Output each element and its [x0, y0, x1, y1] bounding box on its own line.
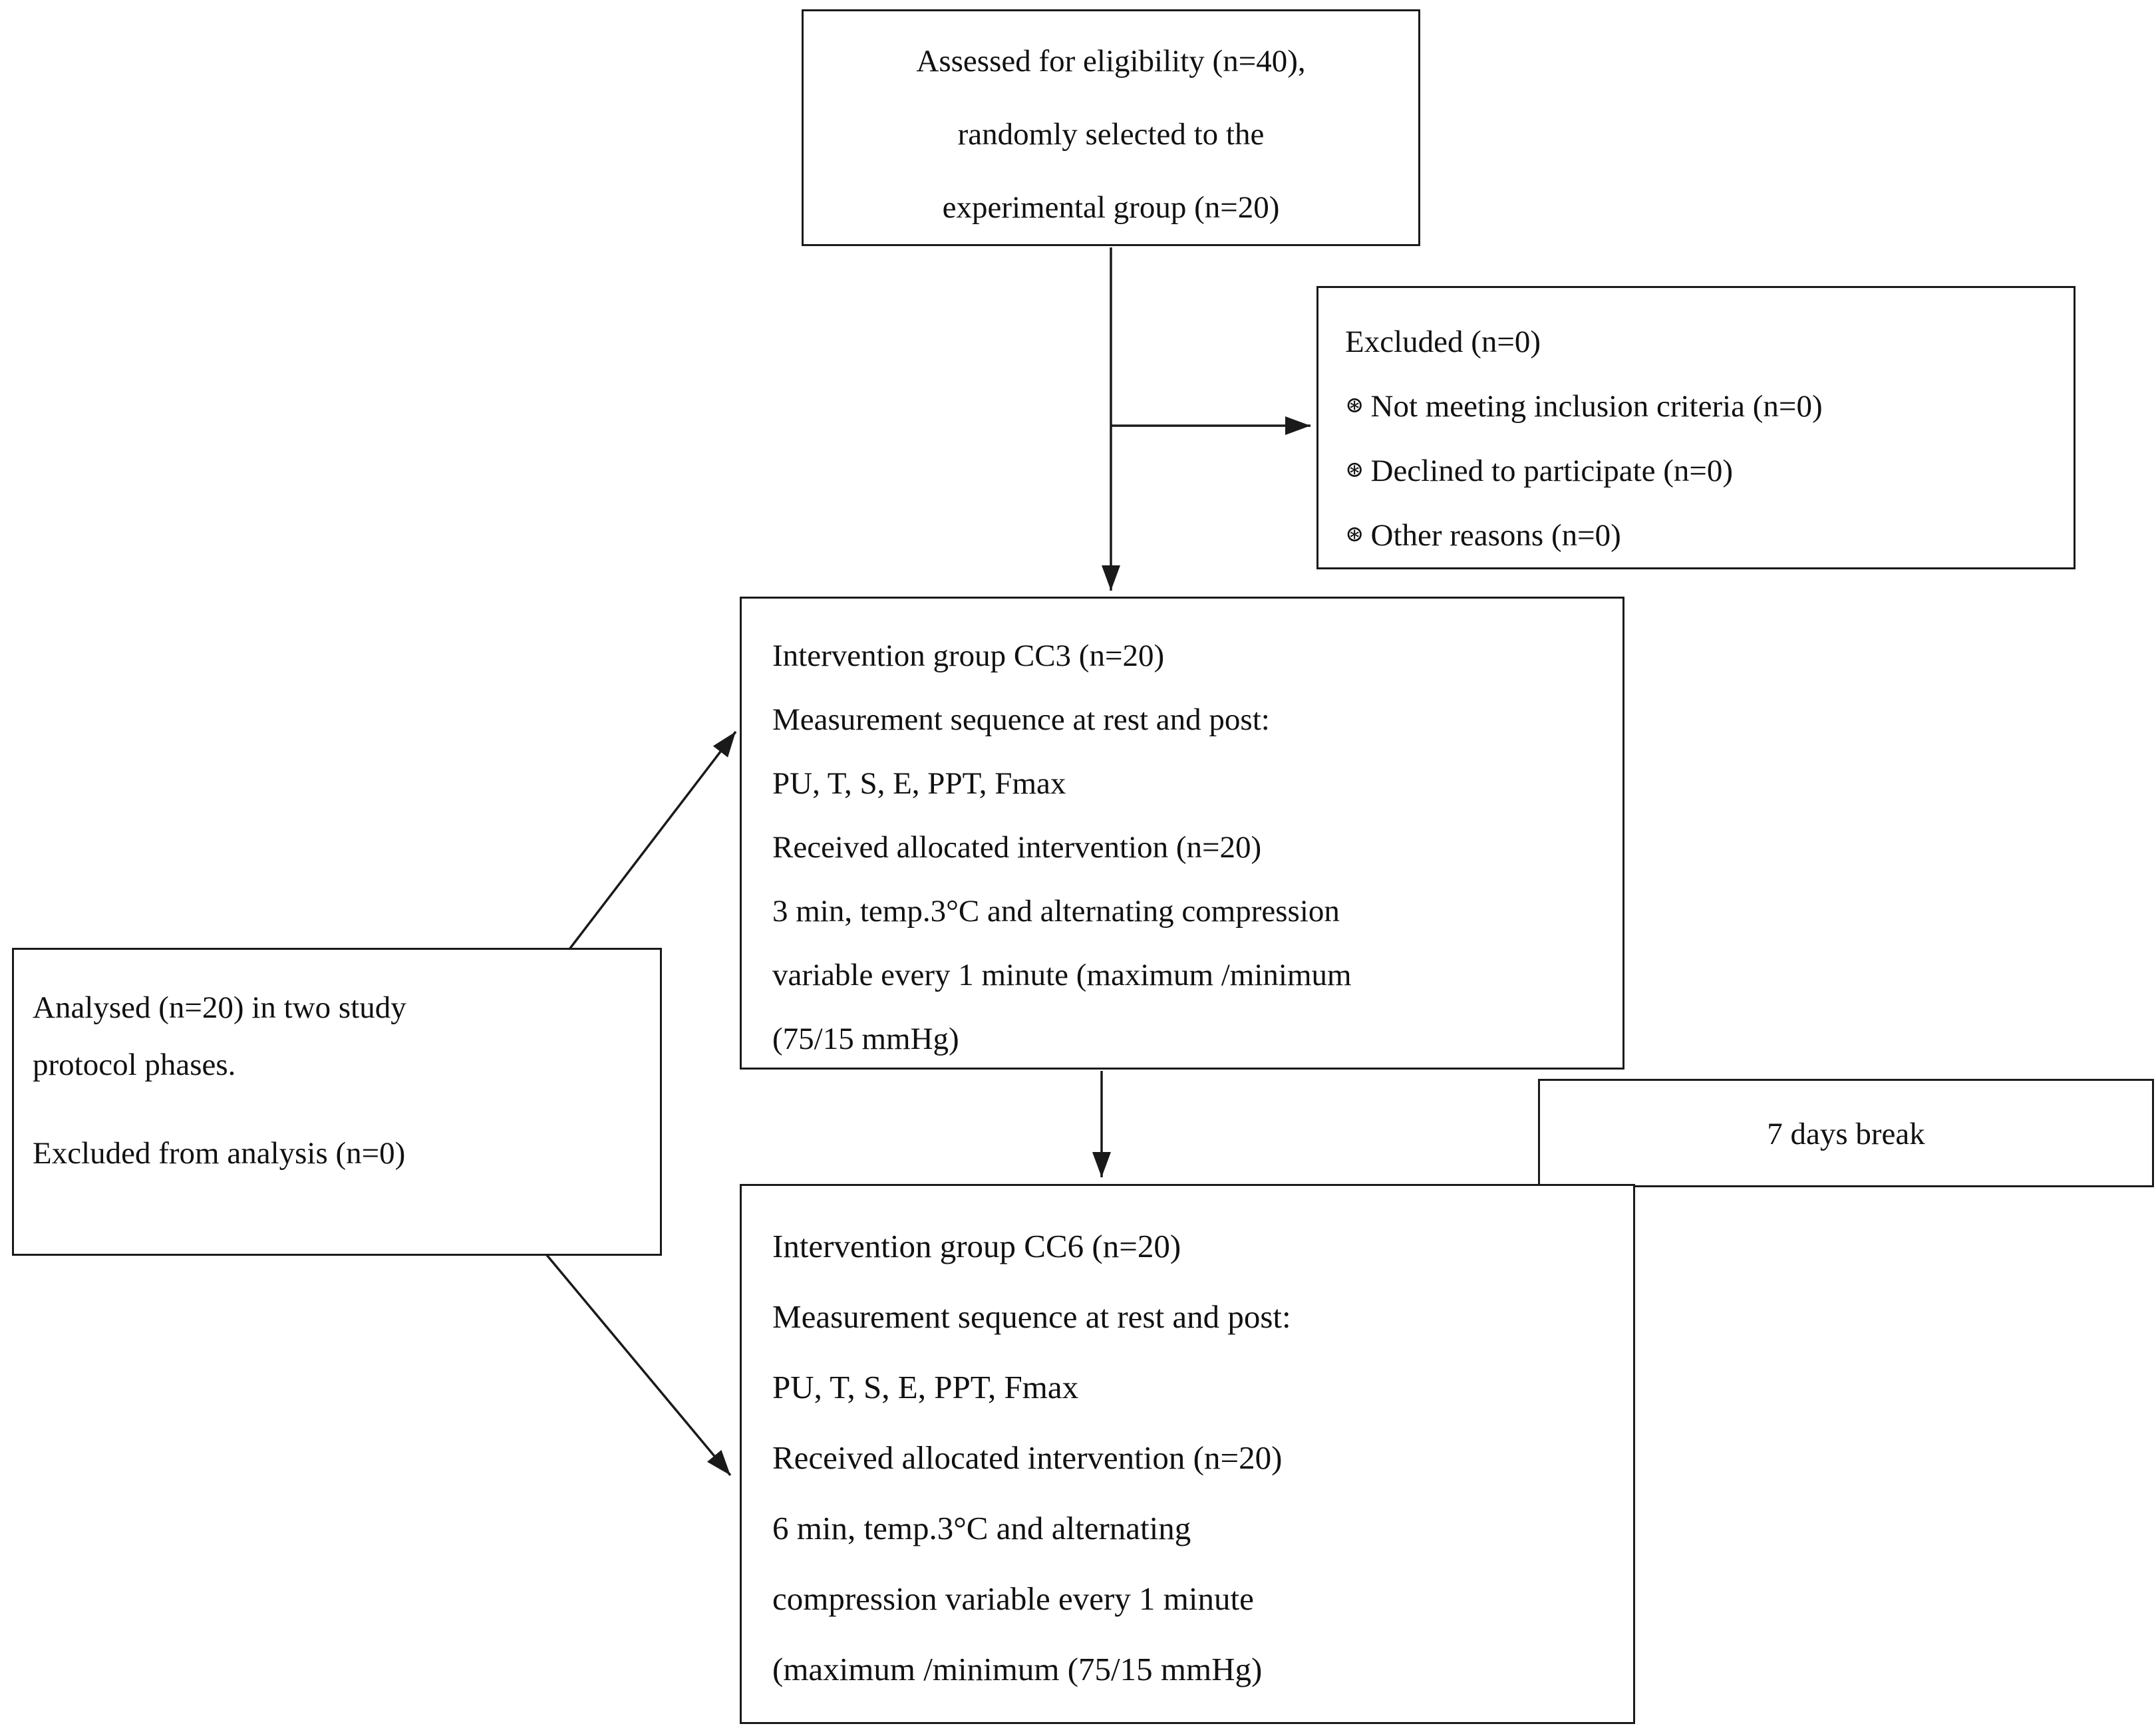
- analysed-box: [12, 948, 662, 1256]
- cc6-line-5: 6 min, temp.3°C and alternating: [772, 1510, 1191, 1546]
- cc6-line-1: Intervention group CC6 (n=20): [772, 1228, 1181, 1264]
- arrow-analysed-to-cc3: [569, 732, 736, 949]
- analysed-line-blank: [33, 1093, 649, 1125]
- excluded-item: [1345, 374, 2063, 438]
- eligibility-line-3: experimental group (n=20): [942, 190, 1280, 225]
- eligibility-line-1: Assessed for eligibility (n=40),: [916, 44, 1306, 78]
- cc3-line-6: variable every 1 minute (maximum /minimum: [772, 958, 1352, 992]
- excluded-item: [1345, 438, 2063, 503]
- cc3-line-4: Received allocated intervention (n=20): [772, 830, 1262, 865]
- eligibility-line-2: randomly selected to the: [957, 117, 1265, 152]
- excluded-title: Excluded (n=0): [1345, 325, 1541, 359]
- excluded-item: [1345, 503, 2063, 567]
- cc6-line-4: Received allocated intervention (n=20): [772, 1439, 1283, 1476]
- break-box: [1538, 1079, 2154, 1187]
- analysed-line-3: Excluded from analysis (n=0): [33, 1136, 406, 1171]
- cc3-line-2: Measurement sequence at rest and post:: [772, 702, 1270, 737]
- cc6-line-7: (maximum /minimum (75/15 mmHg): [772, 1651, 1263, 1687]
- excluded-item-text: Not meeting inclusion criteria (n=0): [1370, 389, 1823, 424]
- analysed-line-2: protocol phases.: [33, 1048, 236, 1082]
- eligibility-box: [802, 9, 1420, 246]
- excluded-item-text: Declined to participate (n=0): [1370, 454, 1734, 488]
- excluded-box: [1316, 286, 2076, 569]
- cc6-line-2: Measurement sequence at rest and post:: [772, 1298, 1291, 1335]
- arrow-analysed-to-cc6: [547, 1255, 730, 1475]
- ornament-bullet-icon: ⊛: [1345, 522, 1364, 547]
- analysed-line-1: Analysed (n=20) in two study: [33, 990, 406, 1025]
- cc6-line-6: compression variable every 1 minute: [772, 1580, 1254, 1617]
- cc3-line-5: 3 min, temp.3°C and alternating compression: [772, 894, 1340, 929]
- ornament-bullet-icon: ⊛: [1345, 393, 1364, 418]
- cc3-line-7: (75/15 mmHg): [772, 1022, 959, 1056]
- excluded-item-text: Other reasons (n=0): [1370, 518, 1621, 553]
- ornament-bullet-icon: ⊛: [1345, 458, 1364, 482]
- cc3-line-1: Intervention group CC3 (n=20): [772, 639, 1165, 673]
- intervention-cc6-box: [740, 1184, 1635, 1724]
- break-label: 7 days break: [1767, 1117, 1925, 1151]
- intervention-cc3-box: [740, 597, 1624, 1070]
- cc3-line-3: PU, T, S, E, PPT, Fmax: [772, 766, 1066, 801]
- cc6-line-3: PU, T, S, E, PPT, Fmax: [772, 1369, 1079, 1405]
